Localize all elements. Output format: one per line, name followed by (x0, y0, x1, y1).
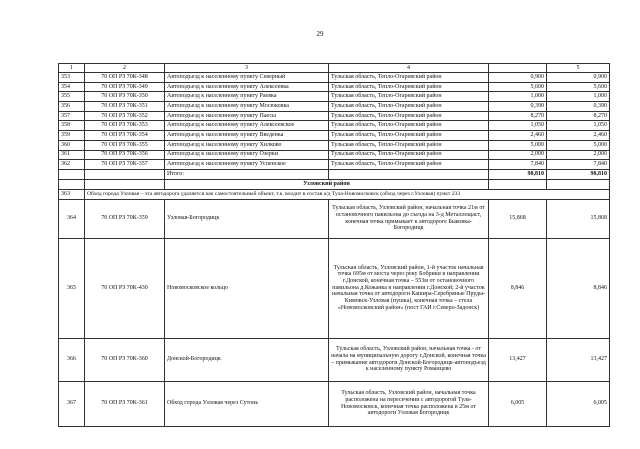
road-name: Автоподъезд к населенному пункту Раевка (165, 92, 329, 102)
length-value: 1,050 (489, 121, 547, 131)
row-number: 358 (59, 121, 85, 131)
road-location: Тульская область, Тепло-Огаревский район (329, 73, 489, 83)
length-total: 7,840 (547, 160, 610, 170)
road-name: Автоподъезд к населенному пункту Алексеевское (165, 121, 329, 131)
table-row (59, 381, 610, 426)
length-total: 6,005 (547, 381, 610, 426)
length-value: 15,868 (489, 199, 547, 238)
road-location: Тульская область, Тепло-Огаревский район (329, 121, 489, 131)
road-code: 70 ОП РЗ 70К-353 (85, 121, 165, 131)
road-location: Тульская область, Узловский район, начальная точка - от начала на муниципальную дорогу г.Донской, конечная точка – примыкание автодороги Донской-Богородицк-автоподъезд к населенному пункту Романцево (329, 338, 489, 381)
row-number: 365 (59, 238, 85, 338)
header-cell (489, 64, 547, 73)
road-code: 70 ОП РЗ 70К-349 (85, 82, 165, 92)
row-number: 356 (59, 102, 85, 112)
length-total: 0,390 (547, 102, 610, 112)
road-code: 70 ОП РЗ 70К-350 (85, 92, 165, 102)
road-code: 70 ОП РЗ 70К-359 (85, 199, 165, 238)
road-name: Автоподъезд к населенному пункту Мосюковка (165, 102, 329, 112)
table-row (59, 150, 610, 160)
length-value: 13,427 (489, 338, 547, 381)
road-location: Тульская область, Тепло-Огаревский район (329, 131, 489, 141)
length-total: 0,900 (547, 73, 610, 83)
road-name: Узловая-Богородицк (165, 199, 329, 238)
road-location: Тульская область, Узловский район, начальная точка расположена на пересечении с автодорогой Тула-Новомосковск, конечная точка расположена в 25м от автодороги Узловая Богородицк (329, 381, 489, 426)
length-total: 2,460 (547, 131, 610, 141)
road-location: Тульская область, Узловский район, 1-й участок начальная точка 695м от моста через реку Бобрики в направлении г.Донской, конечная точка – 553м от остановочного павильона д.Кожанка в направлении г.Донской; 2-й участок начальная точка от автодороги Кашира-Серебряные Пруды-Кимовск-Узловая (пушка), конечная точка – стела «Новомосковский район» (пост ГАИ г.Северо-Задонск) (329, 238, 489, 338)
row-number: 366 (59, 338, 85, 381)
row-number: 360 (59, 140, 85, 150)
road-location: Тульская область, Тепло-Огаревский район (329, 160, 489, 170)
table-row (59, 73, 610, 83)
row-number: 355 (59, 92, 85, 102)
length-value: 1,000 (489, 92, 547, 102)
table-row (59, 238, 610, 338)
road-location: Тульская область, Узловский район, начальная точка 21м от остановочного павильона до съезда на 3-д Металлощаст, конечная точка примыкает к автодороге Быковка-Богородицк (329, 199, 489, 238)
length-value: 0,900 (489, 73, 547, 83)
length-value: 0,390 (489, 102, 547, 112)
total-row (59, 169, 610, 179)
table-row (59, 102, 610, 112)
road-code: 70 ОП РЗ 70К-351 (85, 102, 165, 112)
empty-cell (329, 169, 489, 179)
road-name: Автоподъезд к населенному пункту Хилково (165, 140, 329, 150)
length-total: 15,868 (547, 199, 610, 238)
row-number: 364 (59, 199, 85, 238)
length-value: 6,005 (489, 381, 547, 426)
row-number: 363 (59, 189, 85, 199)
length-value: 8,846 (489, 238, 547, 338)
table-row (59, 111, 610, 121)
road-name: Донской-Богородицк (165, 338, 329, 381)
empty-cell (59, 179, 85, 189)
row-number: 361 (59, 150, 85, 160)
road-code: 70 ОП РЗ 70К-357 (85, 160, 165, 170)
road-code: 70 ОП РЗ 70К-360 (85, 338, 165, 381)
length-value: 5,000 (489, 140, 547, 150)
region-title: Узловский район (165, 179, 489, 189)
empty-cell (59, 169, 85, 179)
length-value: 5,600 (489, 82, 547, 92)
length-value: 2,460 (489, 131, 547, 141)
length-total: 1,000 (547, 92, 610, 102)
header-cell: 4 (329, 64, 489, 73)
table-row (59, 92, 610, 102)
road-register-table (58, 63, 610, 427)
road-name: Новомосковское кольцо (165, 238, 329, 338)
length-value: 8,270 (489, 111, 547, 121)
length-total: 1,050 (547, 121, 610, 131)
empty-cell (85, 169, 165, 179)
empty-cell (489, 179, 547, 189)
table-row (59, 160, 610, 170)
length-total: 13,427 (547, 338, 610, 381)
road-name: Автоподъезд к населенному пункту Введенка (165, 131, 329, 141)
road-code: 70 ОП РЗ 70К-348 (85, 73, 165, 83)
table-row (59, 131, 610, 141)
road-location: Тульская область, Тепло-Огаревский район (329, 92, 489, 102)
table-row (59, 338, 610, 381)
length-total: 8,846 (547, 238, 610, 338)
road-code: 70 ОП РЗ 70К-430 (85, 238, 165, 338)
table-row (59, 140, 610, 150)
table-row (59, 199, 610, 238)
note-row (59, 189, 610, 199)
road-name: Обход города Узловая через Сутонь (165, 381, 329, 426)
road-code: 70 ОП РЗ 70К-354 (85, 131, 165, 141)
row-number: 354 (59, 82, 85, 92)
road-name: Автоподъезд к населенному пункту Успенское (165, 160, 329, 170)
length-total: 2,000 (547, 150, 610, 160)
empty-cell (85, 179, 165, 189)
road-code: 70 ОП РЗ 70К-356 (85, 150, 165, 160)
road-name: Автоподъезд к населенному пункту Озерки (165, 150, 329, 160)
length-total: 5,600 (547, 82, 610, 92)
length-total: 5,000 (547, 140, 610, 150)
road-code: 70 ОП РЗ 70К-355 (85, 140, 165, 150)
page-number: 29 (316, 30, 324, 38)
row-number: 367 (59, 381, 85, 426)
road-name: Автоподъезд к населенному пункту Паесы (165, 111, 329, 121)
total-value: 98,810 (489, 169, 547, 179)
header-cell: 5 (547, 64, 610, 73)
row-number: 353 (59, 73, 85, 83)
road-code: 70 ОП РЗ 70К-361 (85, 381, 165, 426)
total-label: Итого: (165, 169, 329, 179)
header-cell: 2 (85, 64, 165, 73)
note-text: Обход города Узловая – эта автодорога удаляется как самостоятельный объект, т.к. входит в состав а/д Тула-Новомосковск (обход через г.Узловая) пункт 233 (85, 189, 610, 199)
header-row (59, 64, 610, 73)
road-location: Тульская область, Тепло-Огаревский район (329, 111, 489, 121)
road-location: Тульская область, Тепло-Огаревский район (329, 82, 489, 92)
header-cell: 1 (59, 64, 85, 73)
header-cell: 3 (165, 64, 329, 73)
road-name: Автоподъезд к населенному пункту Алексеевка (165, 82, 329, 92)
empty-cell (547, 179, 610, 189)
length-value: 7,840 (489, 160, 547, 170)
length-value: 2,000 (489, 150, 547, 160)
road-location: Тульская область, Тепло-Огаревский район (329, 102, 489, 112)
road-code: 70 ОП РЗ 70К-352 (85, 111, 165, 121)
total-sum: 98,810 (547, 169, 610, 179)
road-location: Тульская область, Тепло-Огаревский район (329, 140, 489, 150)
row-number: 362 (59, 160, 85, 170)
road-name: Автоподъезд к населенному пункту Северный (165, 73, 329, 83)
region-row (59, 179, 610, 189)
length-total: 8,270 (547, 111, 610, 121)
table-row (59, 82, 610, 92)
table-row (59, 121, 610, 131)
road-location: Тульская область, Тепло-Огаревский район (329, 150, 489, 160)
row-number: 359 (59, 131, 85, 141)
row-number: 357 (59, 111, 85, 121)
